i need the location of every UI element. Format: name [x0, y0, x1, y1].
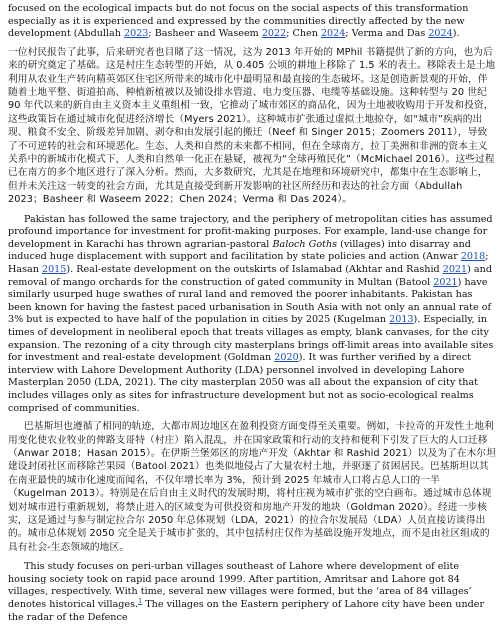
english-paragraph: [8, 214, 496, 416]
text-run: ; Hasan: [8, 251, 489, 276]
citation-link[interactable]: 2013: [389, 314, 414, 326]
text-run: ).: [452, 28, 460, 40]
citation-link[interactable]: 2021: [433, 276, 458, 288]
citation-link[interactable]: 2021: [442, 264, 468, 276]
document-body: [8, 3, 496, 624]
text-run: 一位村民报告了此事，后来研究者也目睹了这一情况，这为 2013 年开始的 MPhil 书籍提供了新的方向，也为后来的研究奠定了基础。这是村庄生态转型的开始，从 0.405 公顷的耕地上移除了 1.5 米的表土。移除表土是土地利用从农业生产转向精英郊区住宅区所带来的城市化中最明显和最直接的生态破坏。这是创造新景观的开始，伴随着土地平整、街道拍高、种植新植被以及铺设排水管道、电力变压器、电缆等基础设施。这种转型与 20 世纪 90 年代以来的新自由主义资本主义重组相一致，它推动了城市郊区的商品化，因为土地被收购用于开发和投资，这些政策旨在通过城市化促进经济增长（Myers 2021）。这种城市扩张通过虚拟土地掠夺，如“城市”疾病的出现、粮食不安全、阶级差异加剧、剥夺和由发展引起的搬迁（Neef 和 Singer 2015；Zoomers 2011），导致了不可逆转的社会和环境恶化。生态、人类和自然的未来都不相同，但在全球南方，拉丁美洲和非洲的资本主义关系中的新城市化模式下，人类和自然单一化正在悬疑，被视为“全球再殖民化”（McMichael 2016）。这些过程已在南方的多个地区进行了深入分析。然而，大多数研究，尤其是在地理和环境研究中，都集中在生态影响上，但并未关注这一转变的社会方面，尤其是直接受到新开发影响的社区所经历和表达的社会方面（Abdullah 2023；Basheer 和 Waseem 2022；Chen 2024；Verma 和 Das 2024）。: [8, 46, 496, 206]
citation-link[interactable]: 2020: [274, 352, 299, 364]
text-run: ; Verma and Das: [345, 28, 429, 40]
english-paragraph: [8, 3, 496, 41]
citation-link[interactable]: 2024: [320, 28, 346, 40]
chinese-paragraph: [8, 420, 496, 554]
citation-link[interactable]: 2024: [428, 28, 453, 40]
citation-link[interactable]: 2022: [261, 28, 287, 40]
text-run: (villages) into disarray and induced huge displacement with support and facilitation by state policies and action (Anwar: [8, 238, 471, 263]
text-run: focused on the ecological impacts but do not focus on the social aspects of this transformation especially as it is experienced and expressed by the communities directly affected by the new development (Abdullah: [8, 3, 469, 40]
italic-term: Baloch Goths: [272, 238, 338, 250]
citation-link[interactable]: 2018: [460, 251, 486, 263]
chinese-paragraph: [8, 46, 496, 207]
citation-link[interactable]: 2015: [41, 264, 67, 276]
text-run: ). Especially, in times of development in neoliberal epoch that treats villages as empty, blank canvases, for the city expansion. The rezoning of a city through city masterplans brings off-limit areas into available sites for investment and real-estate development (Goldman: [8, 314, 494, 364]
english-paragraph: [8, 561, 496, 624]
text-run: This study focuses on peri-urban villages southeast of Lahore where development of elite housing society took on rapid pace around 1999. After partition, Amritsar and Lahore got 84 villages, respectively. With time, several new villages were formed, but the ‘area of 84 villages’ denotes historical villages.: [8, 561, 472, 610]
text-run: ). Real-estate development on the outskirts of Islamabad (Akhtar and Rashid: [66, 264, 443, 276]
text-run: ). It was further verified by a direct interview with Lahore Development Authority (LDA) personnel involved in developing Lahore Masterplan 2050 (LDA, 2021). The city masterplan 2050 was all about the expansion of city that includes villages only as sites for infrastructure development but not as socio-ecological realms comprised of communities.: [8, 352, 479, 414]
text-run: ) and removal of mango orchards for the construction of gated community in Multan (Batool: [8, 264, 492, 288]
text-run: ; Basheer and Waseem: [148, 28, 262, 40]
footnote-link[interactable]: 1: [138, 596, 143, 605]
text-run: ; Chen: [286, 28, 321, 40]
text-run: ) have similarly usurped huge swathes of rural land and removed the poorer inhabitants. Pakistan has been known for having the fastest paced urbanisation in South Asia with not only an annual rate of 3% but is expected to have half of the population in cities by 2025 (Kugelman: [8, 276, 492, 326]
text-run: The villages on the Eastern periphery of Lahore city have been under the radar of the Defence: [8, 599, 485, 623]
citation-link[interactable]: 2023: [123, 28, 149, 40]
text-run: Pakistan has followed the same trajectory, and the periphery of metropolitan cities has assumed profound importance for investment for profit-making purposes. For example, land-use change for development in Karachi has thrown agrarian-pastoral: [8, 213, 493, 250]
text-run: 巴基斯坦也遵循了相同的轨迹，大都市周边地区在盈利投资方面变得至关重要。例如，卡拉奇的开发性土地利用变化使农业牧业的俾路支哥特（村庄）陷入混乱，并在国家政策和行动的支持和便利下引发了巨大的人口迁移（Anwar 2018；Hasan 2015）。在伊斯兰堡郊区的房地产开发（Akhtar 和 Rashid 2021）以及为了在木尔坦建设封闭社区而移除芒果园（Batool 2021）也类似地侵占了大量农村土地，并驱逐了贫困居民。巴基斯坦以其在南亚最快的城市化速度而闻名，不仅年增长率为 3%，预计到 2025 年城市人口将占总人口的一半（Kugelman 2013）。特别是在后自由主义时代的发展时期，将村庄视为城市扩张的空白画布。通过城市总体规划对城市进行重新规划，将禁止进入的区域变为可供投资和房地产开发的地块（Goldman 2020）。经进一步核实，这是通过与参与制定拉合尔 2050 年总体规划（LDA，2021）的拉合尔发展局（LDA）人员直接访谈得出的。城市总体规划 2050 完全是关于城市扩张的，其中包括村庄仅作为基础设施开发地点，而不是由社区组成的具有社会-生态领域的地区。: [8, 421, 496, 553]
